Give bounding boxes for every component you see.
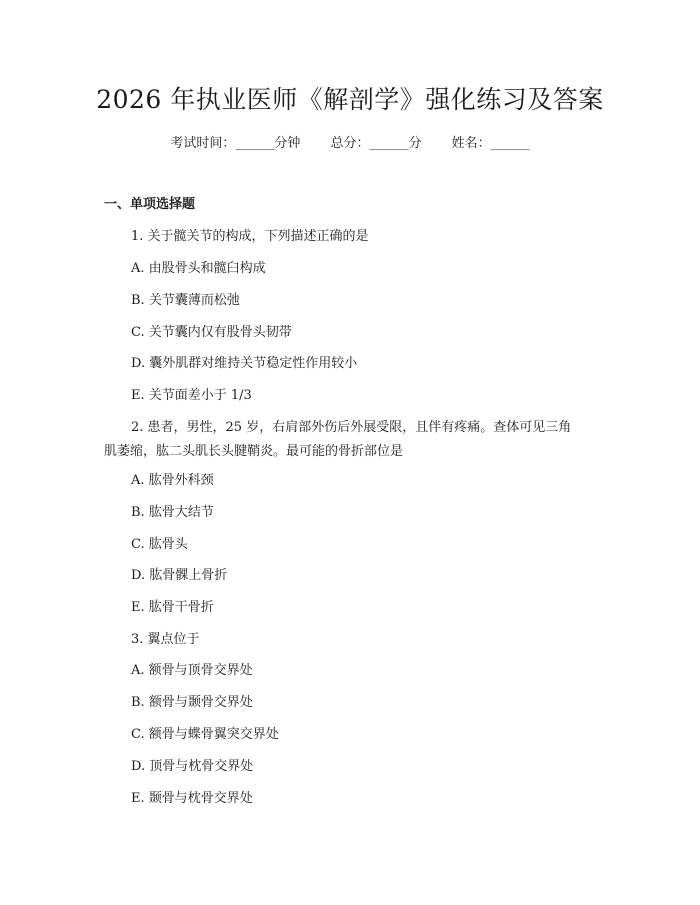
exam-name-field: 姓名：______ <box>451 136 530 151</box>
question-2-option-c: C. 肱骨头 <box>131 537 188 552</box>
question-3-option-c: C. 额骨与蝶骨翼突交界处 <box>131 727 279 742</box>
page-title: 2026 年执业医师《解剖学》强化练习及答案 <box>96 85 604 114</box>
question-1-option-b: B. 关节囊薄而松弛 <box>131 293 240 308</box>
exam-score-field: 总分：______分 <box>330 136 422 151</box>
question-1-option-a: A. 由股骨头和髋臼构成 <box>131 261 266 276</box>
question-2-option-a: A. 肱骨外科颈 <box>131 473 214 488</box>
question-2-option-e: E. 肱骨干骨折 <box>131 600 214 615</box>
question-1-option-e: E. 关节面差小于 1/3 <box>131 388 252 403</box>
exam-meta <box>0 132 700 151</box>
question-3-stem: 3. 翼点位于 <box>131 632 200 647</box>
section-heading: 一、单项选择题 <box>104 197 196 212</box>
question-2-stem-line-2: 肌萎缩，肱二头肌长头腱鞘炎。最可能的骨折部位是 <box>104 444 404 459</box>
question-1-stem: 1. 关于髋关节的构成，下列描述正确的是 <box>131 229 369 244</box>
question-3-option-b: B. 额骨与颞骨交界处 <box>131 695 253 710</box>
question-3-option-e: E. 颞骨与枕骨交界处 <box>131 791 253 806</box>
question-1-option-d: D. 囊外肌群对维持关节稳定性作用较小 <box>131 356 358 371</box>
question-3-option-d: D. 顶骨与枕骨交界处 <box>131 759 254 774</box>
question-1-option-c: C. 关节囊内仅有股骨头韧带 <box>131 325 292 340</box>
exam-time-field: 考试时间：______分钟 <box>170 136 301 151</box>
question-2-stem-line-1: 2. 患者，男性，25 岁，右肩部外伤后外展受限，且伴有疼痛。查体可见三角 <box>131 420 572 435</box>
question-3-option-a: A. 额骨与顶骨交界处 <box>131 663 253 678</box>
question-2-option-d: D. 肱骨髁上骨折 <box>131 568 228 583</box>
question-2-option-b: B. 肱骨大结节 <box>131 505 214 520</box>
